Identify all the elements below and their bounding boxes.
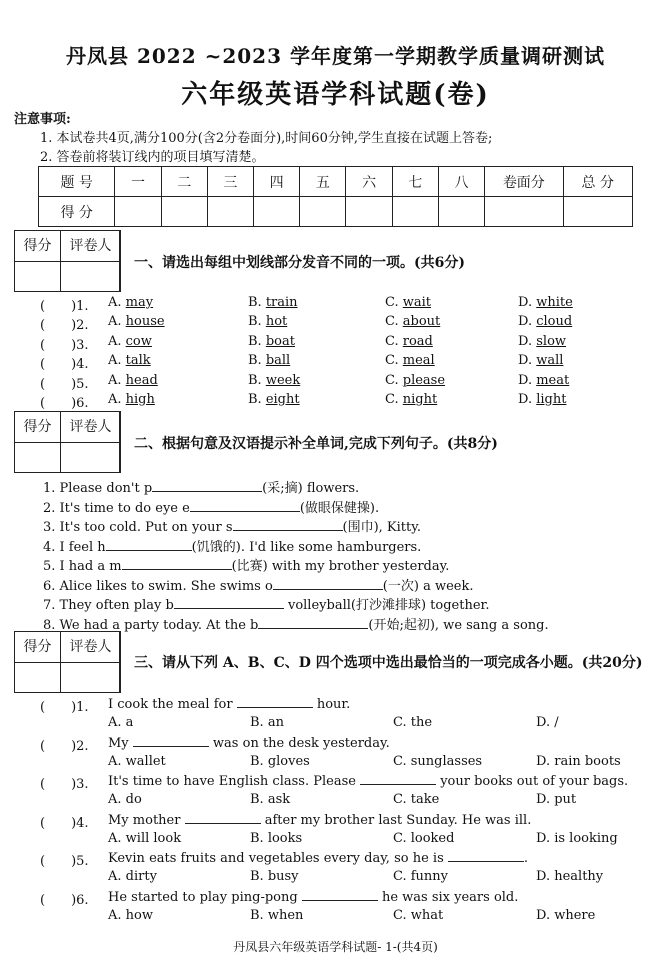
option-word: slow — [536, 333, 567, 349]
option-letter: D. — [518, 295, 537, 310]
grader-name-field[interactable] — [60, 261, 121, 292]
grader-score-label: 得分 — [14, 631, 61, 663]
score-header-cell: 三 — [207, 167, 253, 197]
question-text: . — [523, 851, 529, 867]
option-letter: D. — [518, 392, 537, 407]
answer-blank[interactable] — [258, 617, 368, 629]
answer-option: B. when — [250, 908, 304, 923]
notes-heading: 注意事项: — [14, 112, 71, 127]
note-item: 2. 答卷前将装订线内的项目填写清楚。 — [40, 150, 265, 165]
question-number[interactable]: ( )6. — [40, 396, 89, 411]
answer-option — [385, 373, 445, 388]
grader-score-field[interactable] — [14, 662, 61, 693]
answer-option — [385, 314, 440, 329]
option-word: head — [125, 372, 158, 388]
question-number[interactable]: ( )2. — [40, 738, 89, 754]
option-letter: B. — [248, 392, 266, 407]
answer-option: C. take — [393, 792, 440, 808]
answer-option — [108, 353, 151, 368]
option-word: cloud — [536, 314, 573, 330]
question-text: 2. It's time to do eye e — [43, 500, 190, 516]
option-word: house — [125, 314, 165, 330]
grader-box — [14, 230, 120, 292]
option-word: eight — [265, 392, 300, 407]
score-header-cell: 二 — [161, 167, 207, 197]
option-letter: A. — [108, 353, 126, 369]
option-letter: D. — [518, 314, 537, 330]
answer-blank[interactable] — [237, 696, 313, 708]
answer-option: D. put — [536, 792, 577, 808]
answer-option: B. an — [250, 715, 284, 730]
option-word: white — [536, 295, 573, 310]
grader-score-label: 得分 — [14, 230, 61, 262]
question-text: 5. I had a m — [43, 559, 122, 574]
question-text: , Kitty. — [378, 520, 422, 535]
score-input-cell[interactable] — [254, 197, 300, 227]
grader-name-field[interactable] — [60, 662, 121, 693]
option-word: about — [402, 314, 441, 330]
grader-name-field[interactable] — [60, 442, 121, 473]
answer-option — [518, 314, 572, 329]
score-input-cell[interactable] — [438, 197, 484, 227]
question-number[interactable]: ( )6. — [40, 893, 89, 908]
option-word: light — [536, 392, 567, 407]
option-word: ball — [265, 353, 291, 369]
question-number[interactable]: ( )2. — [40, 318, 89, 334]
option-letter: B. — [248, 333, 266, 349]
answer-option — [248, 392, 300, 407]
fill-in-question — [43, 536, 421, 555]
fill-in-question — [43, 477, 359, 496]
question-text: flowers. — [302, 481, 360, 496]
grader-box — [14, 631, 120, 693]
score-input-cell[interactable] — [563, 197, 632, 227]
answer-blank[interactable] — [122, 558, 232, 570]
answer-option: D. is looking — [536, 830, 618, 846]
answer-blank[interactable] — [302, 889, 378, 901]
answer-option: A. will look — [108, 830, 182, 846]
score-input-cell[interactable] — [392, 197, 438, 227]
answer-option: A. do — [108, 792, 142, 808]
question-text: He started to play ping-pong — [108, 890, 302, 905]
score-input-cell[interactable] — [161, 197, 207, 227]
option-word: high — [125, 392, 155, 407]
answer-option — [518, 373, 569, 388]
chinese-hint: (一次) — [382, 578, 419, 594]
answer-option: D. / — [536, 715, 559, 730]
option-letter: C. — [385, 353, 403, 369]
answer-option — [518, 334, 566, 349]
answer-blank[interactable] — [273, 578, 383, 590]
option-word: meat — [536, 372, 570, 388]
score-table — [38, 166, 633, 227]
score-input-cell[interactable] — [207, 197, 253, 227]
note-item: 1. 本试卷共4页,满分100分(含2分卷面分),时间60分钟,学生直接在试题上答卷; — [40, 131, 493, 146]
answer-blank[interactable] — [174, 597, 284, 609]
score-input-cell[interactable] — [346, 197, 392, 227]
answer-blank[interactable] — [448, 850, 524, 862]
question-text: . I'd like some hamburgers. — [240, 539, 422, 555]
chinese-hint: volleyball(打沙滩排球) — [283, 598, 427, 613]
option-letter: C. — [385, 392, 403, 407]
option-word: talk — [125, 353, 151, 369]
grader-score-label: 得分 — [14, 411, 61, 443]
grader-score-field[interactable] — [14, 442, 61, 473]
question-text: 6. Alice likes to swim. She swims o — [43, 578, 273, 594]
fill-in-question — [43, 575, 474, 594]
score-header-cell: 七 — [392, 167, 438, 197]
fill-in-question — [43, 497, 379, 516]
question-text: , we sang a song. — [434, 617, 549, 633]
question-stem — [108, 850, 528, 866]
exam-title: 六年级英语学科试题(卷) — [181, 80, 490, 110]
option-letter: B. — [248, 314, 266, 330]
option-letter: A. — [108, 333, 126, 349]
grader-name-label: 评卷人 — [60, 230, 121, 262]
option-word: cow — [125, 333, 152, 349]
score-input-cell[interactable] — [115, 197, 161, 227]
answer-option — [108, 334, 152, 349]
option-word: hot — [265, 314, 288, 330]
question-text: 1. Please don't p — [43, 481, 153, 496]
option-letter: D. — [518, 372, 537, 388]
question-text: after my brother last Sunday. He was ill. — [260, 812, 532, 828]
question-stem — [108, 696, 350, 712]
answer-option: C. looked — [393, 830, 455, 846]
question-stem — [108, 735, 390, 751]
question-number[interactable]: ( )5. — [40, 376, 89, 392]
answer-option — [108, 392, 155, 407]
fill-in-question — [43, 614, 549, 633]
option-word: night — [402, 392, 438, 407]
answer-option — [248, 373, 300, 388]
chinese-hint: (采;摘) — [262, 481, 303, 496]
question-stem — [108, 812, 531, 828]
answer-option: D. rain boots — [536, 753, 621, 769]
question-text: 4. I feel h — [43, 539, 106, 555]
answer-option — [108, 295, 153, 310]
option-letter: A. — [108, 314, 126, 330]
score-header-label: 题 号 — [39, 167, 115, 197]
question-text: Kevin eats fruits and vegetables every day, so he is — [108, 851, 448, 867]
answer-option: B. busy — [250, 869, 299, 885]
chinese-hint: (比赛) — [231, 559, 268, 574]
option-letter: B. — [248, 372, 266, 388]
question-text: 3. It's too cold. Put on your s — [43, 520, 233, 535]
option-word: please — [402, 372, 446, 388]
question-text: It's time to have English class. Please — [108, 774, 361, 790]
question-text: with my brother yesterday. — [267, 559, 450, 574]
question-text: . — [374, 500, 380, 516]
answer-option — [385, 295, 431, 310]
answer-option — [108, 373, 158, 388]
answer-option: D. where — [536, 908, 596, 923]
score-input-cell[interactable] — [300, 197, 346, 227]
question-text: 8. We had a party today. At the b — [43, 617, 259, 633]
answer-option: A. how — [108, 908, 153, 923]
question-number[interactable]: ( )3. — [40, 337, 89, 353]
score-row-label: 得 分 — [39, 197, 115, 227]
question-number[interactable]: ( )3. — [40, 777, 89, 793]
answer-option — [248, 353, 290, 368]
option-letter: C. — [385, 314, 403, 330]
question-number[interactable]: ( )4. — [40, 815, 89, 831]
score-input-cell[interactable] — [485, 197, 563, 227]
option-word: wall — [536, 353, 564, 369]
chinese-hint: (围巾) — [342, 520, 379, 535]
score-header-cell: 总 分 — [563, 167, 632, 197]
question-number[interactable]: ( )1. — [40, 299, 89, 314]
page-footer: 丹凤县六年级英语学科试题- 1-(共4页) — [233, 940, 438, 954]
question-text: your books out of your bags. — [436, 774, 629, 790]
score-header-cell: 六 — [346, 167, 392, 197]
answer-option — [385, 334, 433, 349]
answer-option: A. dirty — [108, 869, 157, 885]
option-letter: A. — [108, 295, 126, 310]
answer-blank[interactable] — [133, 735, 209, 747]
answer-blank[interactable] — [190, 500, 300, 512]
option-word: may — [125, 295, 154, 310]
question-text: hour. — [312, 697, 351, 712]
question-text: was on the desk yesterday. — [208, 735, 390, 751]
option-word: meal — [402, 353, 435, 369]
option-letter: B. — [248, 295, 266, 310]
answer-option — [108, 314, 165, 329]
option-word: road — [402, 333, 433, 349]
answer-option: C. what — [393, 908, 444, 923]
option-letter: A. — [108, 392, 126, 407]
question-number[interactable]: ( )1. — [40, 700, 89, 715]
chinese-hint: (开始;起初) — [368, 617, 435, 633]
fill-in-question — [43, 555, 449, 574]
option-letter: B. — [248, 353, 266, 369]
answer-option: B. gloves — [250, 753, 310, 769]
answer-option: A. wallet — [108, 753, 166, 769]
question-stem — [108, 889, 518, 905]
option-letter: C. — [385, 295, 403, 310]
question-text: together. — [426, 598, 490, 613]
answer-option — [385, 353, 435, 368]
option-word: train — [265, 295, 298, 310]
grader-score-field[interactable] — [14, 261, 61, 292]
question-number[interactable]: ( )5. — [40, 854, 89, 870]
answer-option: C. the — [393, 715, 433, 730]
answer-option: B. looks — [250, 830, 303, 846]
option-letter: C. — [385, 372, 403, 388]
option-word: wait — [402, 295, 432, 310]
score-header-cell: 一 — [115, 167, 161, 197]
score-header-cell: 卷面分 — [485, 167, 563, 197]
answer-option — [248, 295, 298, 310]
option-letter: D. — [518, 353, 537, 369]
answer-option — [248, 314, 287, 329]
option-letter: C. — [385, 333, 403, 349]
question-stem — [108, 773, 628, 789]
answer-blank[interactable] — [233, 519, 343, 531]
answer-option: A. a — [108, 715, 134, 730]
answer-option — [518, 392, 566, 407]
answer-option: C. sunglasses — [393, 753, 483, 769]
score-header-cell: 八 — [438, 167, 484, 197]
question-text: My — [108, 735, 133, 751]
fill-in-question — [43, 594, 489, 613]
question-text: I cook the meal for — [108, 697, 237, 712]
question-text: 7. They often play b — [43, 598, 174, 613]
section-3-title: 三、请从下列 A、B、C、D 四个选项中选出最恰当的一项完成各小题。(共20分) — [134, 655, 643, 671]
section-1-title: 一、请选出每组中划线部分发音不同的一项。(共6分) — [134, 255, 465, 271]
answer-option — [385, 392, 437, 407]
answer-blank[interactable] — [185, 812, 261, 824]
exam-header: 丹凤县 2022 ~2023 学年度第一学期教学质量调研测试 — [66, 44, 605, 68]
option-letter: A. — [108, 372, 126, 388]
grader-name-label: 评卷人 — [60, 411, 121, 443]
answer-blank[interactable] — [106, 539, 192, 551]
answer-blank[interactable] — [360, 773, 436, 785]
answer-option: C. funny — [393, 869, 449, 885]
answer-option: B. ask — [250, 792, 291, 808]
answer-option — [518, 295, 573, 310]
answer-blank[interactable] — [152, 480, 262, 492]
question-text: he was six years old. — [377, 890, 519, 905]
option-word: week — [265, 372, 301, 388]
grader-box — [14, 411, 120, 473]
score-header-cell: 五 — [300, 167, 346, 197]
question-text: a week. — [418, 578, 474, 594]
question-number[interactable]: ( )4. — [40, 357, 89, 373]
chinese-hint: (饥饿的) — [191, 539, 241, 555]
section-2-title: 二、根据句意及汉语提示补全单词,完成下列句子。(共8分) — [134, 436, 498, 452]
chinese-hint: (做眼保健操) — [299, 500, 375, 516]
score-header-cell: 四 — [254, 167, 300, 197]
answer-option: D. healthy — [536, 869, 604, 885]
question-text: My mother — [108, 812, 185, 828]
option-letter: D. — [518, 333, 537, 349]
grader-name-label: 评卷人 — [60, 631, 121, 663]
answer-option — [518, 353, 563, 368]
answer-option — [248, 334, 295, 349]
fill-in-question — [43, 516, 421, 535]
option-word: boat — [265, 333, 295, 349]
